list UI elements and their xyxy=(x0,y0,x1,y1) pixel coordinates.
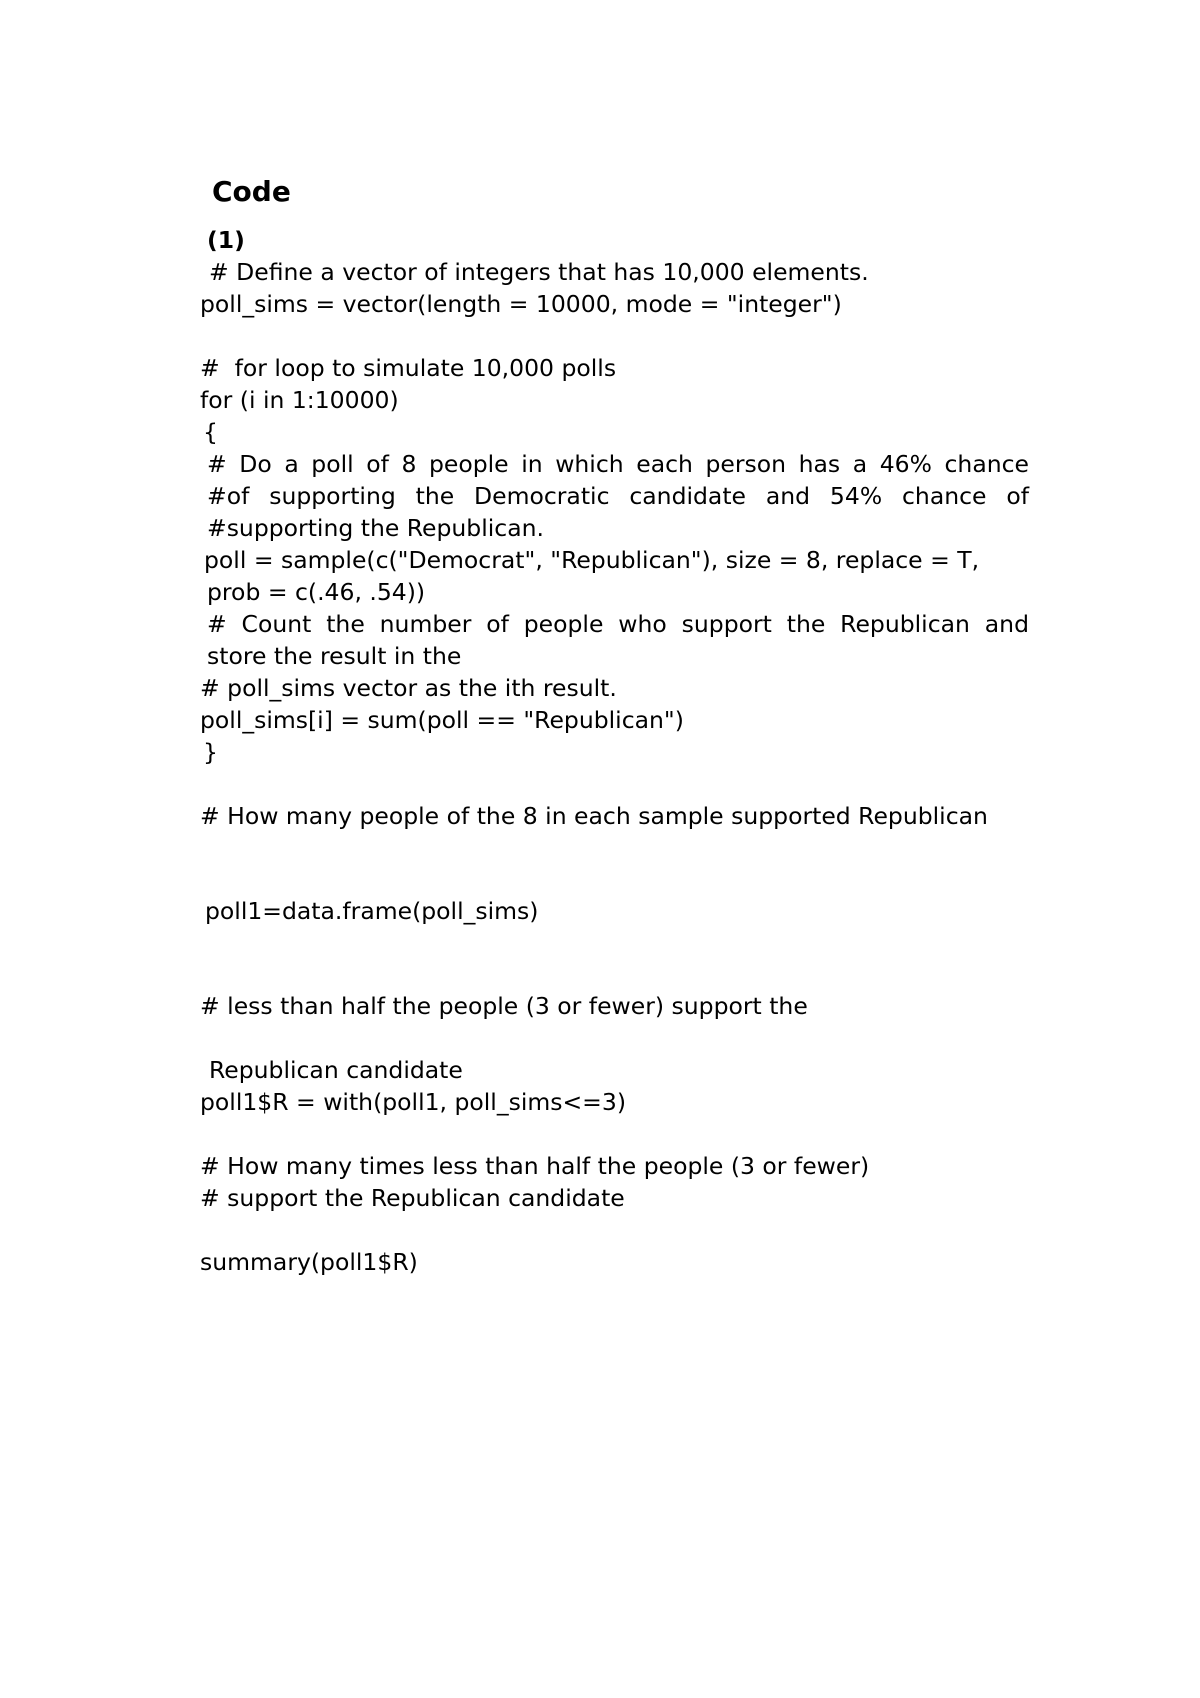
code-line: # poll_sims vector as the ith result. xyxy=(200,674,617,702)
code-line: } xyxy=(203,738,218,766)
code-line: summary(poll1$R) xyxy=(200,1248,418,1276)
code-line: prob = c(.46, .54)) xyxy=(207,578,426,606)
code-line: # How many people of the 8 in each sample supported Republican xyxy=(200,802,988,830)
code-line: Republican candidate xyxy=(209,1056,463,1084)
code-line: # Count the number of people who support the Republican and xyxy=(207,610,1029,638)
page-heading: Code xyxy=(212,175,291,208)
code-line: poll1$R = with(poll1, poll_sims<=3) xyxy=(200,1088,626,1116)
code-line: poll1=data.frame(poll_sims) xyxy=(205,897,539,925)
section-number: (1) xyxy=(207,226,245,254)
code-line: # How many times less than half the people (3 or fewer) xyxy=(200,1152,870,1180)
code-line: # support the Republican candidate xyxy=(200,1184,625,1212)
code-line: # Do a poll of 8 people in which each person has a 46% chance xyxy=(207,450,1029,478)
code-line: # Define a vector of integers that has 10,000 elements. xyxy=(209,258,869,286)
code-line: { xyxy=(203,418,218,446)
code-line: poll_sims = vector(length = 10000, mode = "integer") xyxy=(200,290,842,318)
code-line: poll = sample(c("Democrat", "Republican"), size = 8, replace = T, xyxy=(204,546,980,574)
code-line: # less than half the people (3 or fewer) support the xyxy=(200,992,808,1020)
code-line: # for loop to simulate 10,000 polls xyxy=(200,354,617,382)
code-line: for (i in 1:10000) xyxy=(200,386,399,414)
code-line: poll_sims[i] = sum(poll == "Republican") xyxy=(200,706,684,734)
code-line: #supporting the Republican. xyxy=(207,514,544,542)
code-line: #of supporting the Democratic candidate and 54% chance of xyxy=(207,482,1029,510)
code-line: store the result in the xyxy=(207,642,462,670)
